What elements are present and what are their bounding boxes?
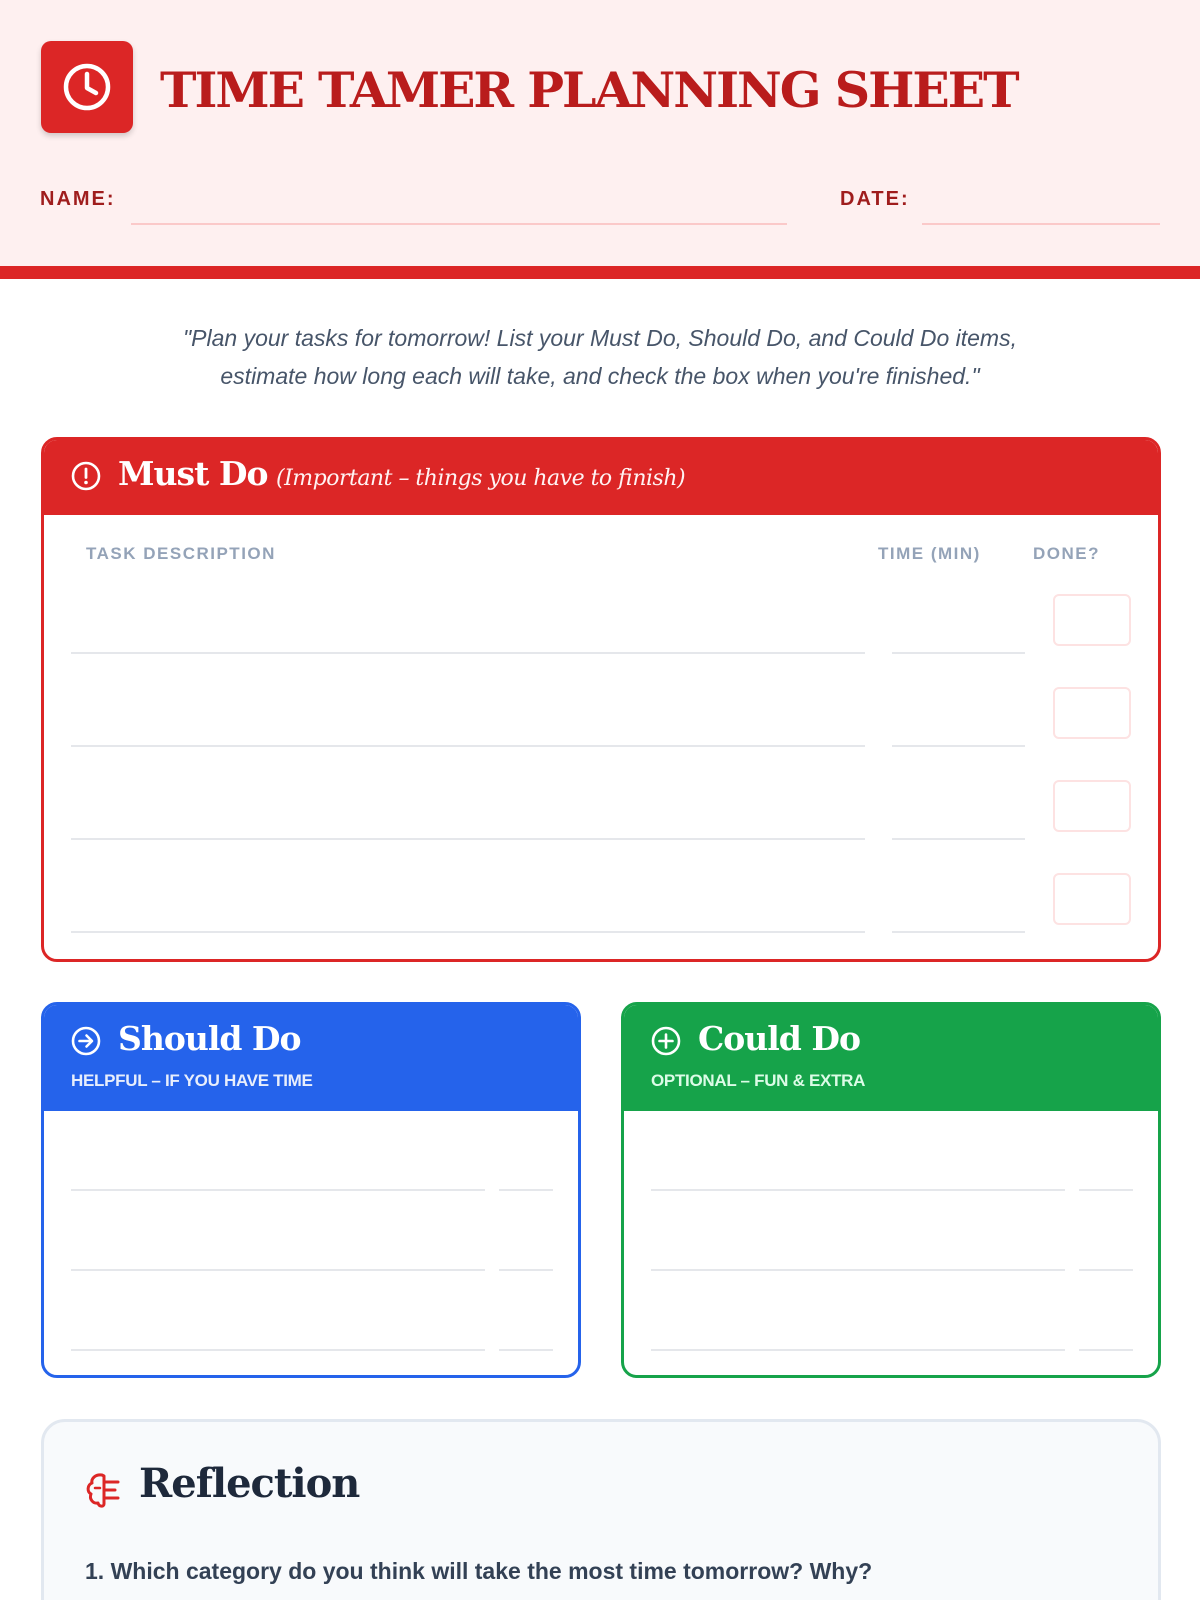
should-do-header: [44, 1005, 578, 1111]
time-input[interactable]: [1079, 1189, 1133, 1191]
column-time: TIME (MIN): [878, 544, 981, 563]
date-label: DATE:: [840, 188, 910, 210]
header-divider: [0, 266, 1200, 279]
page-title: TIME TAMER PLANNING SHEET: [160, 61, 1018, 119]
time-input[interactable]: [892, 931, 1025, 933]
task-input[interactable]: [71, 931, 865, 933]
could-do-section: [621, 1002, 1161, 1378]
could-do-subtitle: OPTIONAL – FUN & EXTRA: [651, 1071, 866, 1090]
time-input[interactable]: [1079, 1349, 1133, 1351]
task-input[interactable]: [71, 1269, 485, 1271]
brain-icon: [84, 1470, 124, 1510]
could-do-header: [624, 1005, 1158, 1111]
instructions: [100, 319, 1100, 395]
could-do-title: Could Do: [698, 1019, 860, 1058]
reflection-question-1: 1. Which category do you think will take the most time tomorrow? Why?: [85, 1558, 873, 1584]
clock-icon: [61, 61, 113, 113]
task-input[interactable]: [71, 745, 865, 747]
column-done: DONE?: [1033, 544, 1100, 563]
time-input[interactable]: [892, 745, 1025, 747]
should-do-section: [41, 1002, 581, 1378]
logo: [41, 41, 133, 133]
should-do-title: Should Do: [118, 1019, 301, 1058]
done-checkbox[interactable]: [1053, 687, 1131, 739]
name-field[interactable]: [131, 223, 787, 225]
time-input[interactable]: [1079, 1269, 1133, 1271]
column-task-description: TASK DESCRIPTION: [86, 544, 276, 563]
time-input[interactable]: [499, 1349, 553, 1351]
done-checkbox[interactable]: [1053, 780, 1131, 832]
time-input[interactable]: [892, 838, 1025, 840]
must-do-title: Must Do: [118, 454, 268, 493]
must-do-section: [41, 437, 1161, 962]
done-checkbox[interactable]: [1053, 594, 1131, 646]
arrow-circle-right-icon: [70, 1025, 102, 1057]
task-input[interactable]: [71, 652, 865, 654]
time-input[interactable]: [892, 652, 1025, 654]
task-input[interactable]: [651, 1269, 1065, 1271]
instructions-line-2: estimate how long each will take, and check the box when you're finished.": [220, 363, 980, 389]
task-input[interactable]: [651, 1189, 1065, 1191]
instructions-line-1: "Plan your tasks for tomorrow! List your Must Do, Should Do, and Could Do items,: [183, 325, 1017, 351]
plus-circle-icon: [650, 1025, 682, 1057]
must-do-subtitle: (Important – things you have to finish): [276, 466, 686, 491]
reflection-section: [41, 1419, 1161, 1600]
alert-circle-icon: [70, 460, 102, 492]
task-input[interactable]: [71, 1189, 485, 1191]
must-do-header: [44, 440, 1158, 515]
done-checkbox[interactable]: [1053, 873, 1131, 925]
task-input[interactable]: [651, 1349, 1065, 1351]
should-do-subtitle: HELPFUL – IF YOU HAVE TIME: [71, 1071, 313, 1090]
header: [0, 0, 1200, 266]
time-input[interactable]: [499, 1269, 553, 1271]
reflection-title: Reflection: [139, 1460, 360, 1507]
date-field[interactable]: [922, 223, 1160, 225]
time-input[interactable]: [499, 1189, 553, 1191]
task-input[interactable]: [71, 838, 865, 840]
name-label: NAME:: [40, 188, 116, 210]
task-input[interactable]: [71, 1349, 485, 1351]
